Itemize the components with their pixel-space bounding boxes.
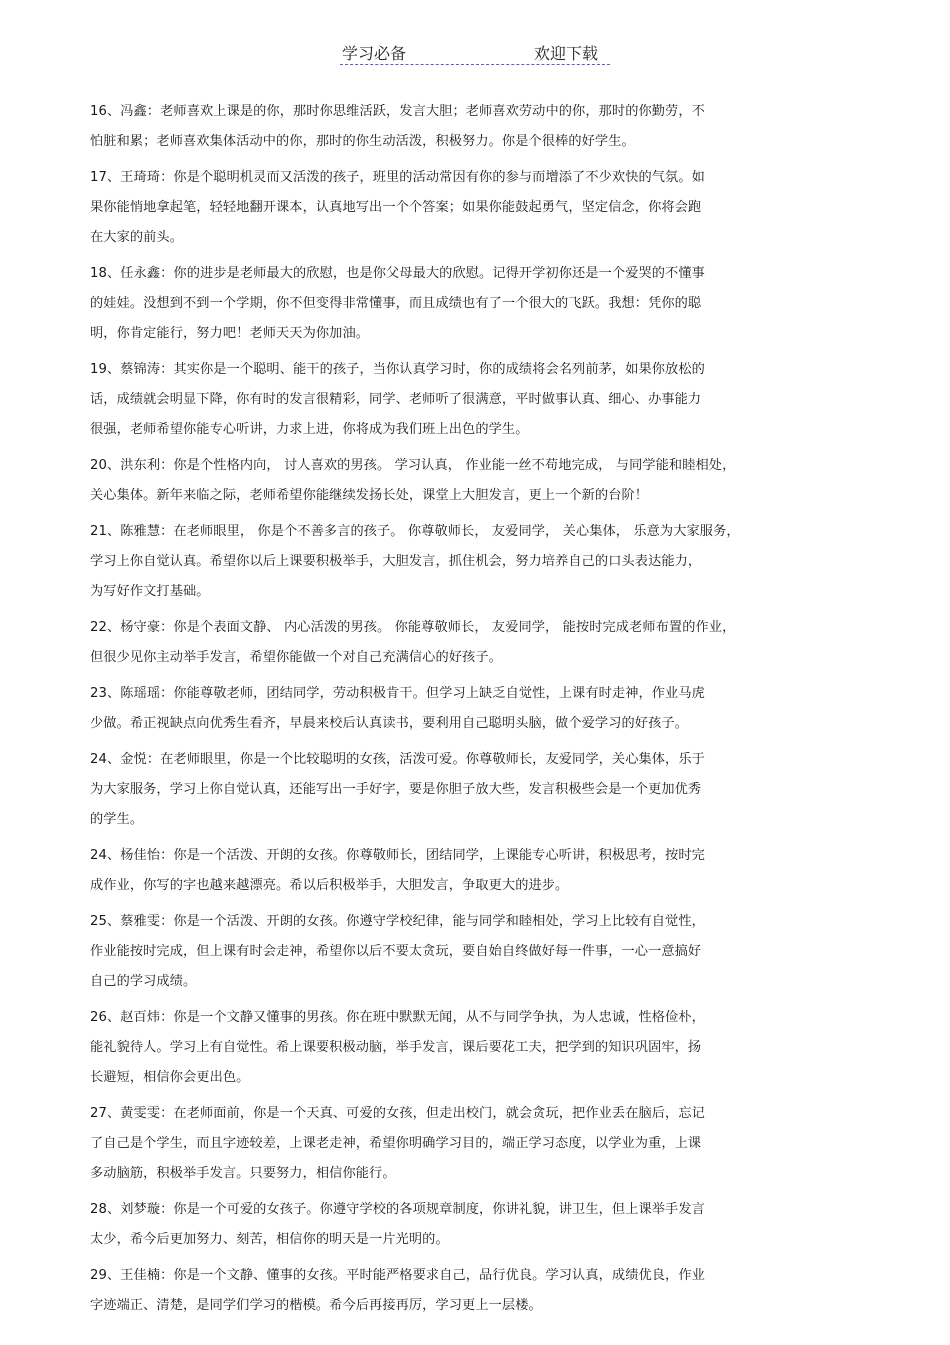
comment-line: 明，你肯定能行，努力吧！老师天天为你加油。 <box>90 326 370 341</box>
comment-line: 为写好作文打基础。 <box>90 584 210 599</box>
comment-entry <box>90 97 850 157</box>
comment-entry <box>90 163 850 253</box>
comment-line: 22、杨守豪：你是个表面文静、 内心活泼的男孩。 你能尊敬师长， 友爱同学， 能按时完成老师布置的作业， <box>90 620 736 635</box>
comment-line: 27、黄雯雯：在老师面前，你是一个天真、可爱的女孩，但走出校门，就会贪玩，把作业丢在脑后，忘记 <box>90 1106 705 1121</box>
comment-entry <box>90 613 850 673</box>
comment-line: 17、王琦琦：你是个聪明机灵而又活泼的孩子，班里的活动常因有你的参与而增添了不少欢快的气氛。如 <box>90 170 705 185</box>
comment-line: 24、金悦：在老师眼里，你是一个比较聪明的女孩，活泼可爱。你尊敬师长，友爱同学，关心集体，乐于 <box>90 752 705 767</box>
comment-line: 的学生。 <box>90 812 144 827</box>
comment-line: 多动脑筋，积极举手发言。只要努力，相信你能行。 <box>90 1166 396 1181</box>
comment-line: 29、王佳楠：你是一个文静、懂事的女孩。平时能严格要求自己，品行优良。学习认真，成绩优良，作业 <box>90 1268 705 1283</box>
comment-line: 25、蔡雅雯：你是一个活泼、开朗的女孩。你遵守学校纪律，能与同学和睦相处，学习上比较有自觉性， <box>90 914 705 929</box>
comment-line: 了自己是个学生，而且字迹较差，上课老走神，希望你明确学习目的，端正学习态度，以学业为重，上课 <box>90 1136 702 1151</box>
comment-line: 关心集体。新年来临之际，老师希望你能继续发扬长处，课堂上大胆发言，更上一个新的台阶！ <box>90 488 649 503</box>
comment-line: 很强，老师希望你能专心听讲，力求上进，你将成为我们班上出色的学生。 <box>90 422 529 437</box>
comment-line: 太少，希今后更加努力、刻苦，相信你的明天是一片光明的。 <box>90 1232 449 1247</box>
comment-line: 23、陈瑶瑶：你能尊敬老师，团结同学，劳动积极肯干。但学习上缺乏自觉性，上课有时走神，作业马虎 <box>90 686 705 701</box>
comment-line: 19、蔡锦涛：其实你是一个聪明、能干的孩子，当你认真学习时，你的成绩将会名列前茅，如果你放松的 <box>90 362 705 377</box>
comment-entry <box>90 907 850 997</box>
comment-line: 长避短，相信你会更出色。 <box>90 1070 250 1085</box>
page-header <box>340 40 610 65</box>
comment-entry <box>90 745 850 835</box>
comment-line: 28、刘梦璇：你是一个可爱的女孩子。你遵守学校的各项规章制度，你讲礼貌，讲卫生，但上课举手发言 <box>90 1202 705 1217</box>
comment-entry <box>90 1195 850 1255</box>
comment-line: 20、洪东利：你是个性格内向， 讨人喜欢的男孩。 学习认真， 作业能一丝不苟地完成， 与同学能和睦相处， <box>90 458 736 473</box>
comment-line: 作业能按时完成，但上课有时会走神，希望你以后不要太贪玩，要自始自终做好每一件事，一心一意搞好 <box>90 944 702 959</box>
comment-line: 少做。希正视缺点向优秀生看齐，早晨来校后认真读书，要利用自己聪明头脑，做个爱学习的好孩子。 <box>90 716 688 731</box>
comment-entry <box>90 679 850 739</box>
comment-line: 怕脏和累；老师喜欢集体活动中的你，那时的你生动活泼，积极努力。你是个很棒的好学生。 <box>90 134 635 149</box>
comment-entry <box>90 259 850 349</box>
comment-entry <box>90 517 850 607</box>
comment-line: 18、任永鑫：你的进步是老师最大的欣慰，也是你父母最大的欣慰。记得开学初你还是一个爱哭的不懂事 <box>90 266 705 281</box>
comment-line: 能礼貌待人。学习上有自觉性。希上课要积极动脑，举手发言，课后要花工夫，把学到的知识巩固牢，扬 <box>90 1040 702 1055</box>
comment-line: 为大家服务，学习上你自觉认真，还能写出一手好字，要是你胆子放大些，发言积极些会是一个更加优秀 <box>90 782 702 797</box>
comment-entry <box>90 451 850 511</box>
comment-line: 26、赵百炜：你是一个文静又懂事的男孩。你在班中默默无闻，从不与同学争执，为人忠诚，性格俭朴， <box>90 1010 705 1025</box>
comment-line: 在大家的前头。 <box>90 230 184 245</box>
comment-line: 学习上你自觉认真。希望你以后上课要积极举手，大胆发言，抓住机会，努力培养自己的口头表达能力， <box>90 554 702 569</box>
comment-entry <box>90 355 850 445</box>
comment-entry <box>90 1003 850 1093</box>
comment-line: 成作业，你写的字也越来越漂亮。希以后积极举手，大胆发言，争取更大的进步。 <box>90 878 569 893</box>
comment-line: 但很少见你主动举手发言，希望你能做一个对自己充满信心的好孩子。 <box>90 650 502 665</box>
comment-line: 字迹端正、清楚，是同学们学习的楷模。希今后再接再厉，学习更上一层楼。 <box>90 1298 542 1313</box>
comment-entry <box>90 1099 850 1189</box>
comment-line: 果你能悄地拿起笔，轻轻地翻开课本，认真地写出一个个答案；如果你能鼓起勇气，坚定信念，你将会跑 <box>90 200 702 215</box>
comment-entry <box>90 1261 850 1321</box>
comment-entry <box>90 841 850 901</box>
comment-line: 21、陈雅慧：在老师眼里， 你是个不善多言的孩子。 你尊敬师长， 友爱同学， 关心集体， 乐意为大家服务， <box>90 524 740 539</box>
header-right-text: 欢迎下载 <box>534 44 599 63</box>
comment-line: 24、杨佳怡：你是一个活泼、开朗的女孩。你尊敬师长，团结同学，上课能专心听讲，积极思考，按时完 <box>90 848 705 863</box>
comment-line: 自己的学习成绩。 <box>90 974 197 989</box>
comment-line: 话，成绩就会明显下降，你有时的发言很精彩，同学、老师听了很满意，平时做事认真、细心、办事能力 <box>90 392 702 407</box>
comment-line: 的娃娃。没想到不到一个学期，你不但变得非常懂事，而且成绩也有了一个很大的飞跃。我想：凭你的聪 <box>90 296 702 311</box>
comments-list <box>90 97 850 1327</box>
header-left-text: 学习必备 <box>342 44 407 63</box>
comment-line: 16、冯鑫：老师喜欢上课是的你，那时你思维活跃，发言大胆；老师喜欢劳动中的你，那时的你勤劳，不 <box>90 104 705 119</box>
